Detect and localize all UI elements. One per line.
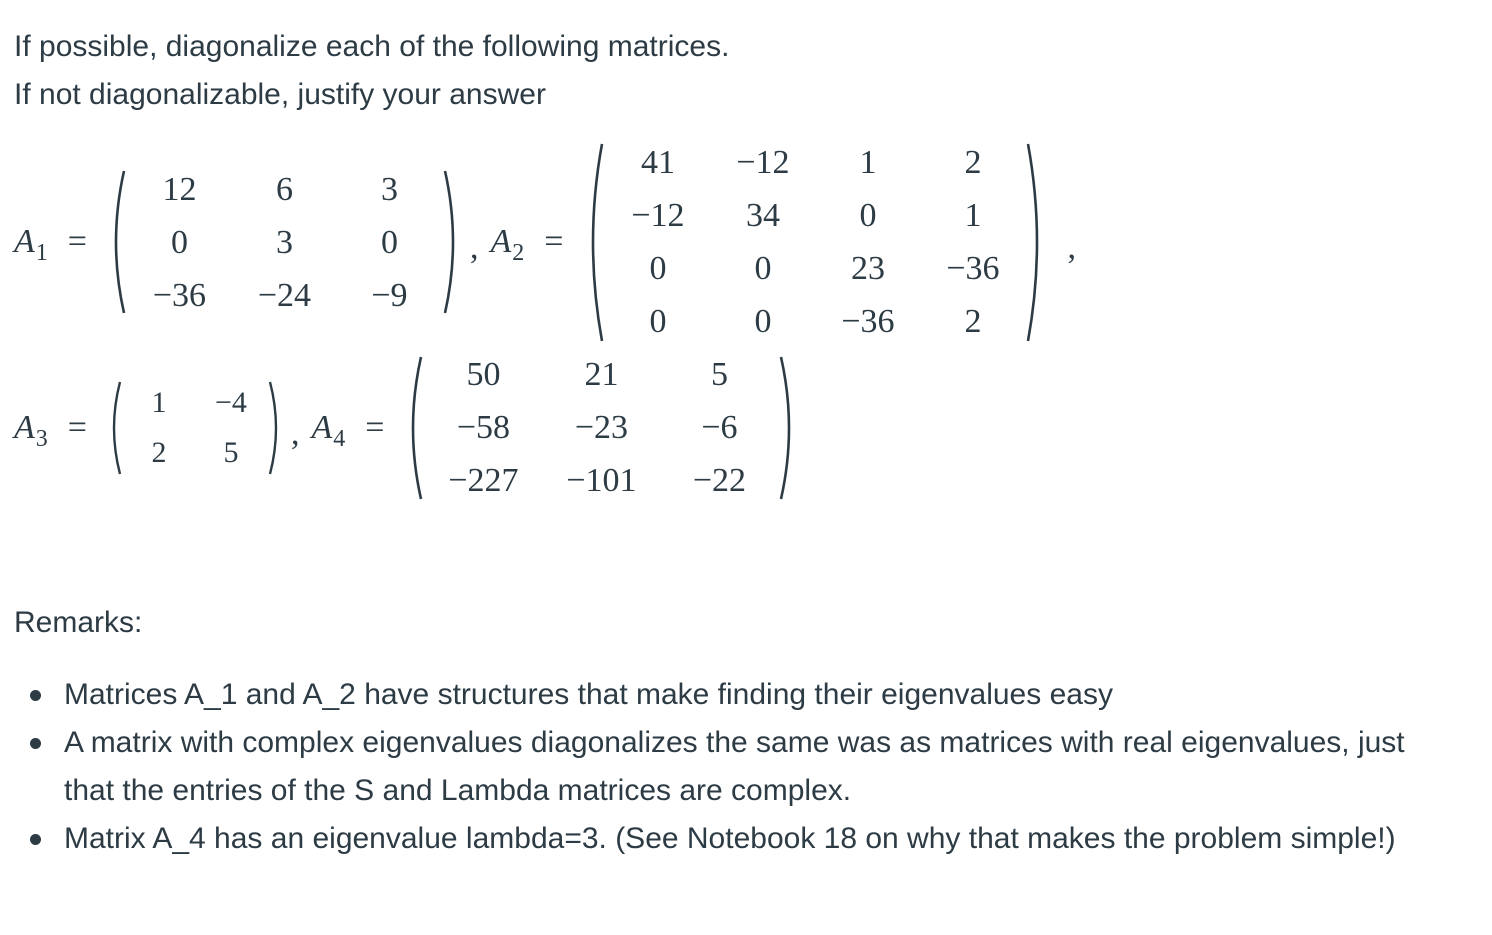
matrix-cell: 2 (151, 435, 167, 469)
matrix-row-2 (14, 348, 800, 507)
matrix-cell: 2 (964, 144, 982, 181)
equals-sign: = (67, 408, 87, 446)
matrix-cell: 12 (162, 170, 197, 208)
matrix-a4-label: $A_4$ (311, 408, 346, 452)
matrix-a2-label: $A_2$ (490, 223, 525, 266)
matrix-cell: −36 (152, 276, 207, 314)
matrix-cell: 23 (850, 250, 885, 287)
comma: , (469, 229, 479, 266)
comma: , (1067, 229, 1076, 266)
list-item: A matrix with complex eigenvalues diagonalizes the same was as matrices with real eigenvalues, just that the entries of the S and Lambda matrices are complex. (64, 719, 1409, 815)
left-paren-icon (105, 167, 127, 317)
matrix-a3 (123, 378, 267, 478)
matrix-cell: −23 (574, 409, 629, 446)
matrix-cell: 2 (964, 303, 982, 340)
intro-line-1: If possible, diagonalize each of the following matrices. (14, 30, 730, 63)
matrix-cell: 1 (859, 144, 877, 181)
right-paren-icon (442, 167, 464, 317)
intro-line-2: If not diagonalizable, justify your answer (14, 78, 546, 111)
matrix-cell: 1 (151, 385, 167, 419)
matrix-cell: −4 (215, 385, 247, 419)
matrix-cell: 5 (710, 356, 728, 393)
matrix-cell: 0 (754, 250, 772, 287)
matrix-row-1 (14, 136, 1076, 348)
right-paren-icon (1025, 140, 1049, 345)
matrix-cell: 0 (170, 223, 188, 261)
matrix-cell: −12 (736, 144, 790, 181)
matrix-a3-label: $A_3$ (14, 408, 48, 452)
left-paren-icon (105, 378, 123, 478)
matrix-a2 (605, 136, 1025, 348)
matrix-cell: 3 (380, 170, 398, 208)
matrix-cell: 0 (859, 197, 877, 234)
matrix-cell: 0 (754, 303, 772, 340)
matrix-cell: 3 (275, 223, 293, 261)
right-paren-icon (778, 353, 800, 503)
matrix-cell: −12 (631, 197, 685, 234)
list-item: Matrices A_1 and A_2 have structures that make finding their eigenvalues easy (64, 671, 1409, 719)
equals-sign: = (544, 223, 564, 260)
matrix-a1 (127, 163, 442, 322)
matrix-a4 (424, 348, 778, 507)
matrix-cell: −36 (841, 303, 895, 340)
matrix-cell: 0 (649, 303, 667, 340)
matrix-cell: −227 (448, 462, 519, 499)
remarks-list (0, 671, 1409, 863)
right-paren-icon (267, 378, 285, 478)
matrix-cell: 6 (275, 170, 293, 208)
equals-sign: = (67, 223, 87, 260)
matrix-cell: −101 (566, 462, 637, 499)
matrix-cell: 5 (223, 435, 239, 469)
matrix-cell: −6 (701, 409, 738, 446)
matrix-cell: 34 (745, 197, 780, 234)
matrix-cell: 0 (649, 250, 667, 287)
comma: , (290, 414, 300, 452)
matrix-cell: 50 (466, 356, 501, 393)
matrix-cell: 41 (640, 144, 675, 181)
matrix-cell: −36 (946, 250, 1000, 287)
matrix-cell: −22 (692, 462, 747, 499)
list-item: Matrix A_4 has an eigenvalue lambda=3. (See Notebook 18 on why that makes the problem simple!) (64, 815, 1409, 863)
matrix-a1-label: $A_1$ (14, 223, 48, 266)
matrix-cell: −58 (456, 409, 511, 446)
remarks-heading: Remarks: (14, 606, 143, 639)
matrix-cell: 1 (964, 197, 982, 234)
matrix-cell: 0 (380, 223, 398, 261)
left-paren-icon (581, 140, 605, 345)
equals-sign: = (365, 408, 385, 446)
matrix-cell: −24 (257, 276, 312, 314)
matrix-cell: 21 (584, 356, 619, 393)
left-paren-icon (402, 353, 424, 503)
matrix-cell: −9 (371, 276, 408, 314)
